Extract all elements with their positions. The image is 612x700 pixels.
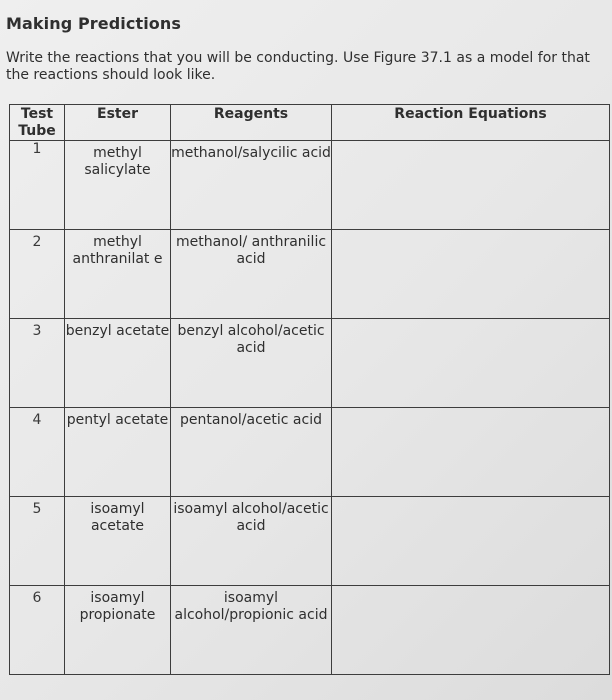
header-reaction-equations: Reaction Equations [332,105,610,141]
ester-cell [65,230,171,319]
reagents-cell [171,497,332,586]
reagents-text: isoamyl alcohol/acetic acid [173,501,329,534]
tube-number-text: 4 [32,412,42,428]
table-row [10,408,610,497]
page-title: Making Predictions [6,14,181,33]
ester-name: methyl anthranilat e [72,234,163,267]
table-row [10,230,610,319]
reagents-text: methanol/salycilic acid [171,145,331,161]
reaction-equation-cell[interactable] [332,586,610,675]
reaction-equation-cell[interactable] [332,230,610,319]
table-row [10,319,610,408]
tube-number-text: 2 [32,234,42,250]
ester-name: isoamyl acetate [90,501,145,534]
test-tube-number [10,497,65,586]
predictions-table [9,104,610,675]
tube-number-text: 5 [32,501,42,517]
ester-cell [65,586,171,675]
test-tube-number [10,230,65,319]
reaction-equation-cell[interactable] [332,141,610,230]
reagents-cell [171,408,332,497]
reagents-cell [171,586,332,675]
reagents-cell [171,230,332,319]
table-header-row [10,105,610,141]
tube-number-text: 3 [32,323,42,339]
tube-number-text: 6 [32,590,42,606]
header-reagents: Reagents [171,105,332,141]
ester-cell [65,408,171,497]
reaction-equation-cell[interactable] [332,319,610,408]
reagents-text: isoamyl alcohol/propionic acid [174,590,328,623]
ester-name: pentyl acetate [66,412,169,428]
reagents-text: methanol/ anthranilic acid [175,234,327,267]
instructions-text: Write the reactions that you will be conducting. Use Figure 37.1 as a model for that the reactions should look like. [6,50,590,83]
table-row [10,586,610,675]
reaction-equation-cell[interactable] [332,497,610,586]
ester-name: isoamyl propionate [79,590,156,623]
ester-cell [65,319,171,408]
header-ester: Ester [65,105,171,141]
reagents-cell [171,141,332,230]
table-row [10,141,610,230]
ester-name: methyl salicylate [84,145,151,178]
reagents-text: pentanol/acetic acid [180,412,322,428]
reaction-equation-cell[interactable] [332,408,610,497]
ester-name: benzyl acetate [65,323,170,339]
reagents-cell [171,319,332,408]
test-tube-number [10,586,65,675]
reagents-text: benzyl alcohol/acetic acid [177,323,325,356]
table-row [10,497,610,586]
test-tube-number [10,408,65,497]
test-tube-number: 1 [10,141,65,230]
ester-cell [65,141,171,230]
test-tube-number [10,319,65,408]
header-test-tube: Test Tube [10,105,65,141]
ester-cell [65,497,171,586]
